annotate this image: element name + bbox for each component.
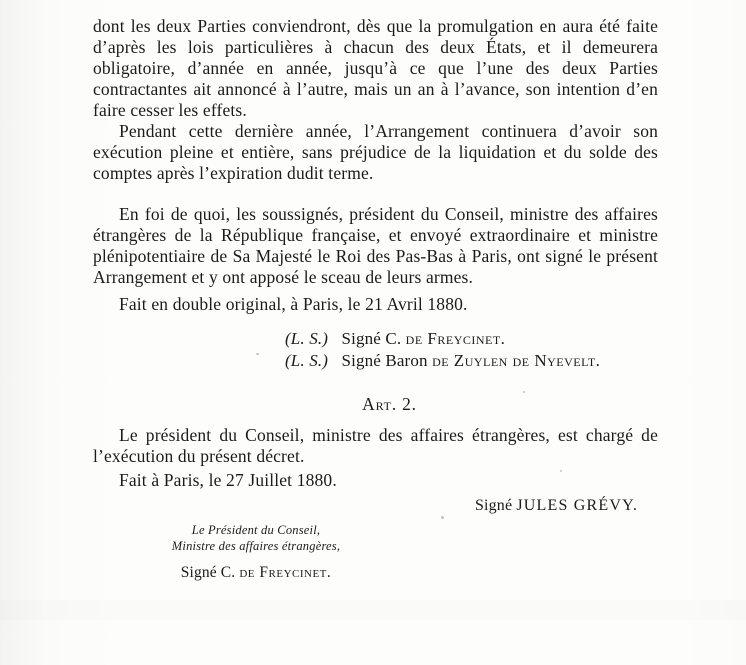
signature-label: Signé [475, 497, 513, 514]
countersignature-block [121, 522, 391, 583]
signature-name: de Freycinet. [405, 329, 506, 348]
signature-label: Signé C. [341, 329, 402, 348]
signature-line-freycinet [285, 328, 658, 350]
body-paragraph: Le président du Conseil, ministre des affaires étrangères, est chargé de l’exécution du présent décret. [93, 425, 658, 466]
document-text-block [93, 16, 658, 583]
article-heading: Art. 2. [362, 394, 417, 414]
seal-notation: (L. S.) [285, 329, 329, 348]
president-signature-line [475, 495, 658, 516]
signature-name: de Zuylen de Nyevelt. [432, 351, 601, 370]
signature-label: Signé C. [180, 564, 236, 581]
signature-name: JULES GRÉVY. [516, 497, 639, 514]
countersigner-title-line: Le Président du Conseil, [191, 523, 321, 537]
signature-label: Signé Baron [341, 351, 428, 370]
countersigner-titles [121, 522, 391, 554]
seal-notation: (L. S.) [285, 351, 329, 370]
dateline-paris-july: Fait à Paris, le 27 Juillet 1880. [119, 470, 337, 490]
treaty-signature-block [285, 328, 658, 372]
countersigner-title-line: Ministre des affaires étrangères, [171, 539, 341, 553]
body-paragraph: Pendant cette dernière année, l’Arrangement continuera d’avoir son exécution pleine et entière, sans préjudice de la liquidation et du solde des comptes après l’expiration dudit terme. [93, 121, 658, 183]
countersignature-line [121, 562, 391, 583]
signature-name: de Freycinet. [239, 564, 332, 581]
dateline-paris-april: Fait en double original, à Paris, le 21 Avril 1880. [119, 294, 468, 314]
body-paragraph-continuation: dont les deux Parties conviendront, dès que la promulgation en aura été faite d’après les lois particulières à chacun des deux États, et il demeurera obligatoire, d’année en année, jusqu’à ce que l’une des deux Parties contractantes ait annoncé à l’autre, mais un an à l’avance, son intention d’en faire cesser les effets. [93, 16, 658, 120]
signature-line-zuylen [285, 350, 658, 372]
body-paragraph: En foi de quoi, les soussignés, président du Conseil, ministre des affaires étrangères de la République française, et envoyé extraordinaire et ministre plénipotentiaire de Sa Majesté le Roi des Pas-Bas à Paris, ont signé le présent Arrangement et y ont apposé le sceau de leurs armes. [93, 204, 658, 287]
